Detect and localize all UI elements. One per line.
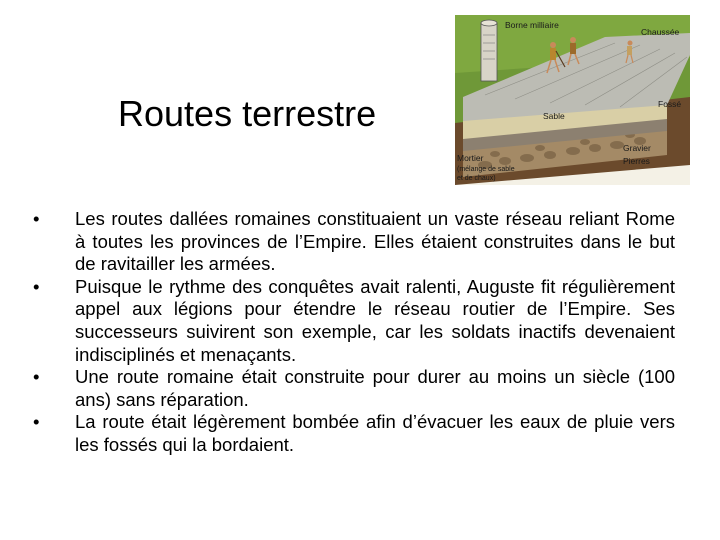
bullet-text: La route était légèrement bombée afin d’évacuer les eaux de pluie vers les fossés qui la bordaient.	[75, 411, 675, 455]
bullet-dot: •	[33, 208, 40, 229]
bullet-dot: •	[33, 366, 40, 388]
bullet-dot: •	[33, 411, 40, 433]
label-mortier-note-1: (mélange de sable	[457, 166, 515, 173]
label-sable: Sable	[543, 111, 565, 121]
bullet-text: Les routes dallées romaines constituaient un vaste réseau reliant Rome à toutes les provinces de l’Empire. Elles étaient construites dans le but de ravitailler les armées.	[75, 208, 675, 275]
bullet-item	[33, 276, 675, 366]
bullet-item	[33, 208, 675, 276]
bullet-text: Puisque le rythme des conquêtes avait ralenti, Auguste fit régulièrement appel aux légions pour étendre le réseau routier de l’Empire. Ses successeurs suivirent son exemple, car les soldats inactifs devenaient indisciplinés et menaçants.	[75, 275, 675, 365]
label-chaussee: Chaussée	[641, 27, 680, 37]
label-fosse: Fossé	[658, 99, 682, 109]
bullet-item	[33, 366, 675, 411]
label-gravier: Gravier	[623, 143, 651, 153]
roman-road-cross-section-illustration	[455, 15, 690, 185]
milestone-column	[481, 20, 497, 81]
bullet-item	[33, 411, 675, 456]
label-mortier: Mortier	[457, 153, 484, 163]
label-pierres: Pierres	[623, 156, 650, 166]
label-mortier-note-2: et de chaux)	[457, 175, 496, 182]
label-borne-milliaire: Borne milliaire	[505, 20, 559, 30]
bullet-dot: •	[33, 275, 40, 297]
road-diagram-svg	[455, 15, 690, 185]
bullet-text: Une route romaine était construite pour durer au moins un siècle (100 ans) sans réparation.	[75, 366, 675, 410]
slide-title: Routes terrestre	[118, 93, 377, 134]
bullet-list	[33, 208, 675, 457]
